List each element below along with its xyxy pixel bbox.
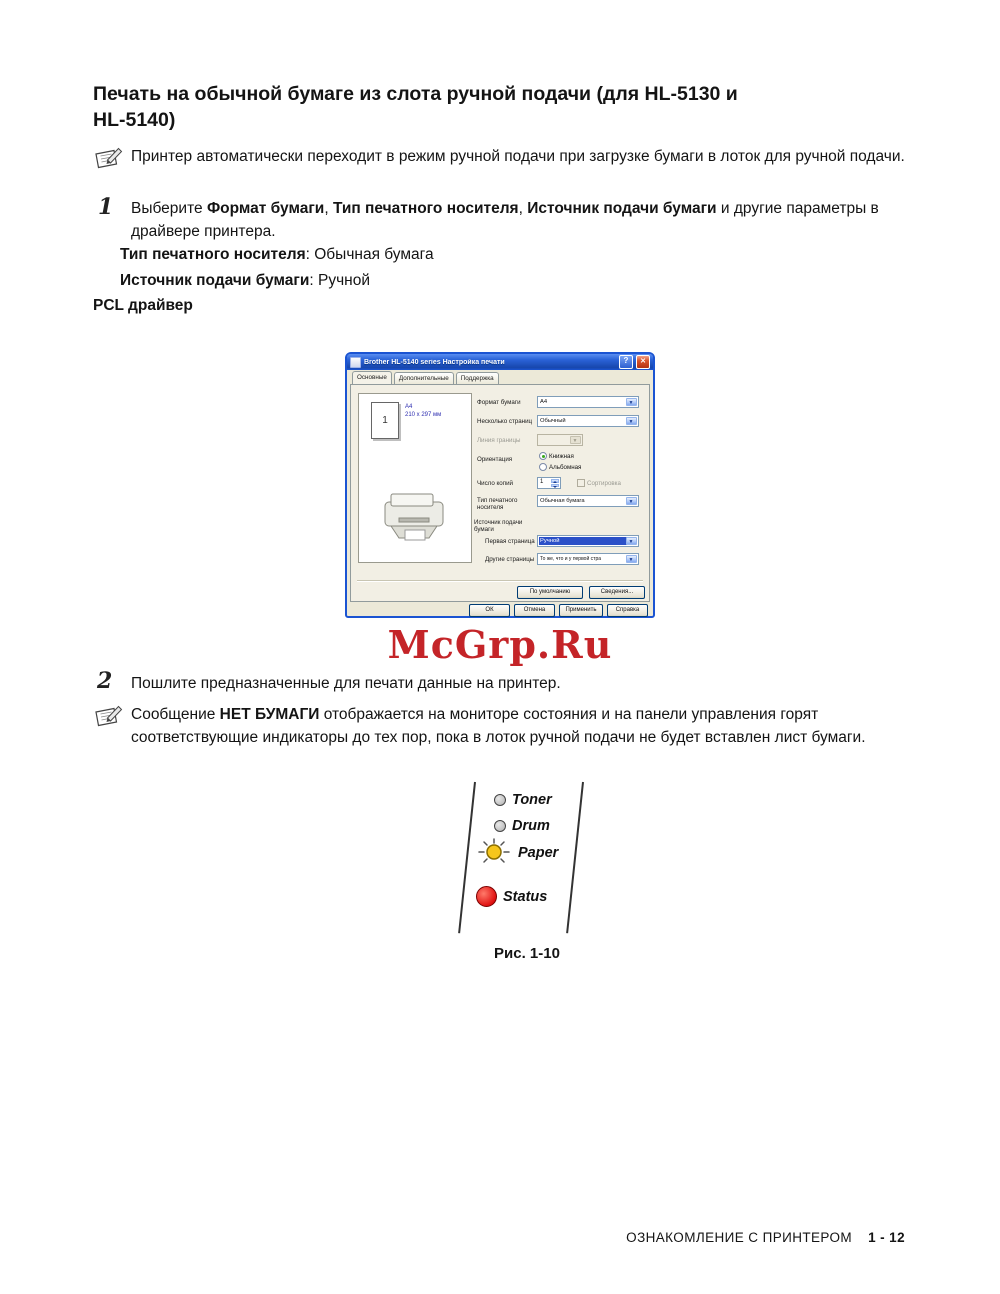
dropdown-arrow-icon [570,436,581,444]
orientation-portrait-option[interactable] [539,452,574,460]
dropdown-arrow-icon[interactable] [626,497,637,505]
first-page-label: Первая страница [485,538,535,545]
border-line-label: Линия границы [477,437,521,444]
paper-source-group-label: Источник подачи [474,519,523,526]
spinner-down-icon[interactable] [551,484,559,488]
paper-size-name: A4 [405,404,413,410]
about-button[interactable]: Сведения... [589,586,645,599]
other-pages-label: Другие страницы [485,556,535,563]
dialog-help-button[interactable] [619,355,633,369]
text-segment: , [518,200,528,217]
note-icon [93,704,123,736]
portrait-label: Книжная [549,452,574,460]
other-pages-value: То же, что и у первой стра [540,556,602,562]
note-icon [93,146,123,178]
toner-led-row [494,792,552,808]
defaults-button[interactable]: По умолчанию [517,586,583,599]
tab-basic[interactable]: Основные [352,371,392,384]
paper-size-label: Формат бумаги [477,399,521,406]
dialog-close-button[interactable] [636,355,650,369]
page-thumbnail: 1 [371,402,399,439]
setting-paper-source [120,269,370,292]
orientation-landscape-option[interactable] [539,463,581,471]
setting-label: Тип печатного носителя [120,246,306,263]
separator [357,580,643,581]
control-panel-figure [452,782,602,940]
landscape-radio[interactable] [539,463,547,471]
figure-caption: Рис. 1-10 [494,945,560,962]
drum-led-label: Drum [512,818,550,834]
step-2-number: 2 [97,668,113,694]
setting-value: : Обычная бумага [305,246,434,263]
bold-term: Формат бумаги [206,200,325,217]
drum-led-row [494,818,550,834]
cancel-button[interactable]: Отмена [514,604,555,617]
setting-value: : Ручной [309,272,370,289]
footer-section-title: ОЗНАКОМЛЕНИЕ С ПРИНТЕРОМ [626,1230,853,1245]
copies-value: 1 [540,479,544,485]
orientation-label: Ориентация [477,456,513,463]
setting-label: Источник подачи бумаги [120,272,310,289]
printer-illustration [375,486,453,544]
first-page-value: Ручной [539,537,627,545]
setting-media-type [120,243,434,266]
dialog-tabstrip [352,372,499,384]
note-text: Принтер автоматически переходит в режим ручной подачи при загрузке бумаги в лоток для ручной подачи. [131,148,905,165]
paper-size-caption [405,403,441,420]
ok-button[interactable]: ОК [469,604,510,617]
media-type-select[interactable] [537,495,639,507]
drum-led [494,820,506,832]
step-1-number: 1 [98,194,114,220]
apply-button[interactable]: Применить [559,604,603,617]
bold-term: НЕТ БУМАГИ [219,706,320,723]
page-title-line: HL-5140) [93,108,176,131]
first-page-select[interactable] [537,535,639,547]
text-segment: Сообщение [131,706,220,723]
status-led [476,886,497,907]
printer-properties-dialog [345,352,655,618]
tab-page-basic [350,384,650,602]
dialog-titlebar[interactable] [347,354,653,370]
paper-led-row [476,838,558,868]
paper-size-select[interactable] [537,396,639,408]
tab-support[interactable]: Поддержка [456,372,499,384]
status-led-label: Status [503,888,548,905]
panel-edge-line [566,782,584,933]
note-2-text [131,703,936,750]
printer-dialog-icon [350,357,361,368]
collate-checkbox [577,479,585,487]
dropdown-arrow-icon[interactable] [626,537,637,545]
text-segment: отображается на мониторе состояния и на панели управления горят соответствующие индикаторы до тех пор, пока в лоток ручной подачи не будет вставлен лист бумаги. [131,706,866,747]
other-pages-select[interactable] [537,553,639,565]
multipage-value: Обычный [540,418,566,424]
bold-term: Тип печатного носителя [332,200,519,217]
step-1-text [131,197,926,244]
portrait-radio[interactable] [539,452,547,460]
dropdown-arrow-icon[interactable] [626,555,637,563]
collate-option [577,479,621,487]
toner-led [494,794,506,806]
step-2-text: Пошлите предназначенные для печати данные на принтер. [131,675,561,692]
copies-label: Число копий [477,480,513,487]
bold-term: Источник подачи бумаги [527,200,717,217]
help-button[interactable]: Справка [607,604,648,617]
paper-led-label: Paper [518,845,559,861]
status-led-row [476,886,547,907]
watermark: McGrp.Ru [387,622,613,667]
multipage-label: Несколько страниц [477,418,533,425]
border-line-select [537,434,583,446]
dropdown-arrow-icon[interactable] [626,398,637,406]
paper-size-value: A4 [540,399,548,405]
pcl-driver-heading: PCL драйвер [93,297,193,314]
paper-size-dims: 210 x 297 мм [405,412,442,419]
paper-led-blinking-icon [476,838,512,868]
text-segment: и другие параметры в драйвере принтера. [131,200,879,241]
footer-page-number: 1 - 12 [868,1230,905,1245]
text-segment: , [324,200,333,217]
dialog-title: Brother HL-5140 series Настройка печати [364,358,505,366]
media-type-label: Тип печатного [477,497,518,504]
page-preview-panel [358,393,472,563]
multipage-select[interactable] [537,415,639,427]
spinner-up-icon[interactable] [551,479,559,483]
dropdown-arrow-icon[interactable] [626,417,637,425]
collate-label: Сортировка [587,479,621,487]
copies-spinner[interactable] [537,477,561,489]
landscape-label: Альбомная [549,463,582,471]
media-type-label: носителя [477,504,504,511]
panel-edge-line [458,782,476,933]
paper-source-group-label: бумаги [474,526,494,533]
media-type-value: Обычная бумага [540,498,585,504]
page-title [93,82,923,133]
tab-advanced[interactable]: Дополнительные [394,372,454,384]
text-segment: Выберите [131,200,207,217]
page-footer [626,1230,905,1245]
page-title-line: Печать на обычной бумаге из слота ручной подачи (для HL-5130 и [93,83,738,105]
toner-led-label: Toner [512,792,552,808]
